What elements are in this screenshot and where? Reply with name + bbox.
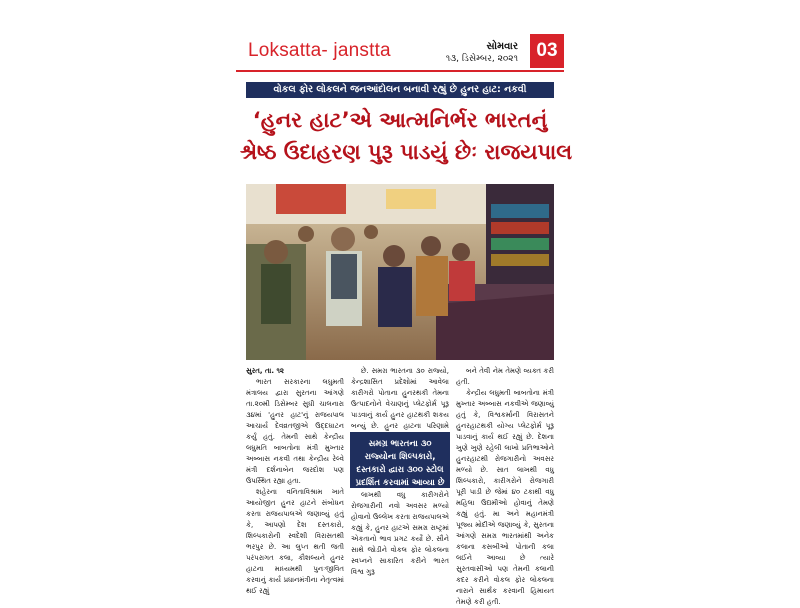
news-photo-illustration xyxy=(246,184,554,360)
article-column-1 xyxy=(246,366,344,594)
kicker-banner: વોકલ ફોર લોકલને જનઆંદોલન બનાવી રહ્યું છે હુનર હાટ: નકવી xyxy=(246,82,554,98)
article-paragraph: છે. સમગ્ર ભારતના ૩૦ રાજ્યો, કેન્દ્રશાસિત પ્રદેશોમાં આવેલા કારીગરો પોતાના હુનરથકી તેમના ઉત્પાદનોને વેચાણનું પ્લેટફોર્મ પૂરૂ પાડવાનું કાર્ય હુનર હાટથકી શકય બન્યું છે. હુનર હાટના પરિણામે xyxy=(351,367,449,430)
pull-quote-box xyxy=(350,432,450,488)
pull-quote-line: દસ્તકારો દ્વારા ૩૦૦ સ્ટોલ xyxy=(356,465,444,475)
pull-quote-line: રાજ્યોના શિલ્પકારો, xyxy=(364,452,436,462)
article-paragraph: લાખથી વધુ કારીગરોને રોજગારીની નવો અવસર મળ્યો હોવાનો ઉલ્લેખ કરતા રાજયપાલએ કહ્યું કે, હુનર હાટએ સમગ્ર રાષ્ટ્રમાં એકતાનો ભાવ પ્રગટ કર્યો છે. સૌને સાથે જોડીને વોકલ ફોર લોકલના સ્વપ્નને સાકારિત કરીને ભારત વિશ્વ ગુરૂ xyxy=(351,491,449,576)
article-column-3 xyxy=(456,366,554,606)
news-photo xyxy=(246,184,554,360)
article-paragraph: ભારત સરકારના લઘુમતી મંત્રાલય દ્વારા સુરતના આંગણે તા.૨૦મી ડિસેમ્બર સુધી ચાલનારા ૩૪માં 'હુનર હાટ'નું રાજયપાલ આચાર્ય દેવવ્રતજીએ ઉદ્દઘાટન કર્યું હતું. તેમની સાથે કેન્દ્રીય લઘુમતિ બાબતોના મંત્રી મુખ્તાર અબ્બાસ નકવી તથા કેન્દ્રીય રેલ્વે મંત્રી દર્શનાબેન જરદોશ પણ ઉપસ્થિત રહ્યા હતા. xyxy=(246,378,344,485)
date-block xyxy=(446,40,518,66)
headline-line-1: ‘હુનર હાટ’એ આત્મનિર્ભર ભારતનું xyxy=(252,108,548,132)
article-body xyxy=(246,366,554,606)
newspaper-name: Loksatta- janstta xyxy=(248,40,391,61)
masthead-rule xyxy=(236,70,564,72)
weekday: સોમવાર xyxy=(486,41,518,52)
headline-line-2: શ્રેષ્ઠ ઉદાહરણ પુરૂ પાડયું છેઃ રાજયપાલ xyxy=(240,140,573,164)
article-dateline: સુરત, તા. ૧૨ xyxy=(246,367,285,375)
pull-quote-line: સમગ્ર ભારતના ૩૦ xyxy=(368,439,432,449)
article-paragraph: કેન્દ્રીય લઘુમતી બાબતોના મંત્રી મુખ્તાર અબ્બાસ નકવીએ જણાવ્યું હતું કે, વિશ્વકર્માની વિરાસતને હુનરહાટથકી યોગ્ય પ્લેટફોર્મ પૂરૂ પાડવાનું કાર્ય થઈ રહ્યું છે. દેશના ખુણે ખુણે રહેલી લાખો પ્રતિભાઓને હુનરહાટથી રોજગારીનો અવસર મળ્યો છે. સાત લાખથી વધુ શિલ્પકારો, કારીગરોને રોજગારી પૂરી પાડી છે જેમાં ૪૦ ટકાથી વધુ મહિલા ઉદ્યમીઓ હોવાનું તેમણે કહ્યું હતું. મા અને મહાનમંત્રી પૂજ્ય મોદીએ જણાવ્યું કે, સુરતના આંગણે સમગ્ર ભારતમાંથી અનેક કલાના કસબીઓ પોતાની કલા લઈને આવ્યા છે ત્યારે સુરતવાસીઓ પણ તેમની કલાની કદર કરીને વોકલ ફોર લોકલના નારાને સાર્થક કરવાની હિમાયત તેમણે કરી હતી. xyxy=(456,389,554,606)
pull-quote-line: પ્રદર્શિત કરવામાં આવ્યા છે xyxy=(355,478,445,488)
masthead xyxy=(236,34,564,70)
issue-date: ૧૩, ડિસેમ્બર, ૨૦૨૧ xyxy=(445,54,518,64)
headline xyxy=(240,104,573,168)
page-number-badge: 03 xyxy=(530,34,564,68)
article-paragraph: શહેરના વનિતાવિશ્રામ ખાતે આયોજીત હુનર હાટને સંબોધન કરતા રાજયપાલએ જણાવ્યું હતું કે, આપણો દેશ દસ્તકારો, શિલ્પકારોની સ્વદેશી વિરાસતથી ભરપુર છે. આ લુપ્ત થતી જતી પરંપરાગત કલા, કૌશલ્યને હુનર હાટના માધ્યમથી પુનઃજીવિત કરવાનું કાર્ય પ્રધાનમંત્રીના નેતૃત્વમાં થઈ રહ્યું xyxy=(246,488,344,595)
article-paragraph: બને તેવી નેમ તેમણે વ્યક્ત કરી હતી. xyxy=(456,367,554,386)
